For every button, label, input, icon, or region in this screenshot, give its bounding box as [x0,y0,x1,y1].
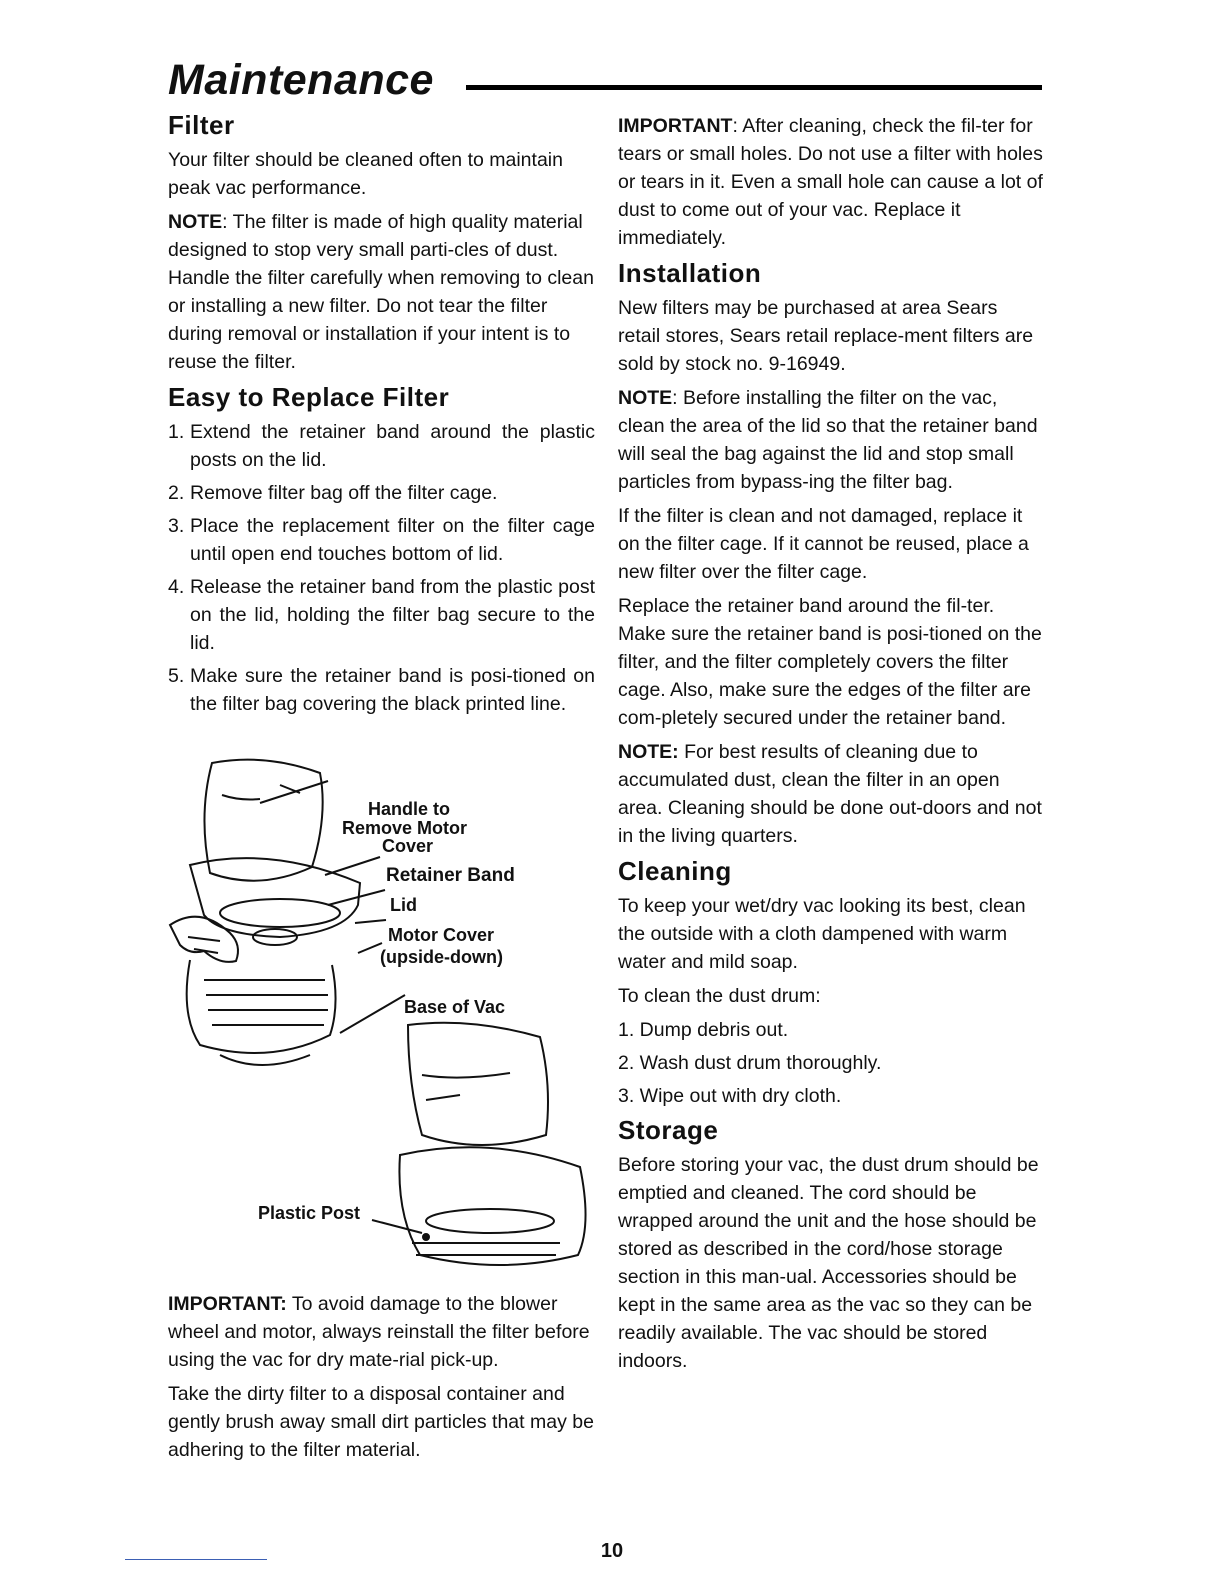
replace-steps [168,418,595,718]
installation-replace-band: Replace the retainer band around the fil-ter. Make sure the retainer band is posi-tioned on the filter, and the filter completely covers the filter cage. Also, make sure the edges of the filter are com-pletely secured under the retainer band. [618,595,1042,729]
vac-base-illustration [187,960,336,1053]
note-label: NOTE [618,387,673,409]
step-text: Remove filter bag off the filter cage. [190,482,498,504]
list-item: 3. Wipe out with dry cloth. [618,1085,842,1107]
lower-filter-illustration [408,1023,548,1145]
step-text: Place the replacement filter on the filter cage until open end touches bottom of lid. [190,515,595,565]
left-column-bottom [168,1290,595,1470]
important-label: IMPORTANT: [168,1293,287,1315]
note-label: NOTE [168,211,223,233]
label-handle-1: Handle to [368,799,451,819]
cleaning-steps [618,1016,1044,1110]
lower-lid-illustration [399,1147,585,1265]
installation-note-2 [618,738,1044,850]
important-text: : After cleaning, check the fil-ter for tears or small holes. Do not use a filter with holes or tears in it. Even a small hole can cause a lot of dust to come out of your vac. Replace it immediately. [618,115,1043,249]
installation-intro: New filters may be purchased at area Sears retail stores, Sears retail replace-ment filters are sold by stock no. 9-16949. [618,297,1034,375]
label-motor-cover-1: Motor Cover [388,925,495,945]
storage-heading: Storage [618,1115,719,1145]
note-text: : Before installing the filter on the vac, clean the area of the lid so that the retainer band will seal the bag against the lid and stop small particles from bypass-ing the filter bag. [618,387,1038,493]
cleaning-intro: To keep your wet/dry vac looking its best, clean the outside with a cloth dampened with warm water and mild soap. [618,895,1026,973]
list-item [168,573,595,657]
installation-reuse: If the filter is clean and not damaged, replace it on the filter cage. If it cannot be reused, place a new filter over the filter cage. [618,505,1029,583]
important-text: To avoid damage to the blower wheel and motor, always reinstall the filter before using the vac for dry mate-rial pick-up. [168,1293,590,1371]
label-retainer-band: Retainer Band [386,865,515,886]
step-number: 5. [168,665,185,687]
list-item [168,418,595,474]
label-handle-3: Cover [382,836,434,856]
filter-bag-illustration [204,760,322,881]
right-column [618,112,1044,1381]
cleaning-heading: Cleaning [618,856,732,886]
important-blower [168,1290,595,1374]
list-item: 2. Wash dust drum thoroughly. [618,1052,882,1074]
filter-heading: Filter [168,110,235,140]
page-number: 10 [600,1540,624,1562]
list-item: 1. Dump debris out. [618,1019,789,1041]
important-check-filter [618,112,1044,252]
label-lid: Lid [390,895,417,915]
note-text: : The filter is made of high quality material designed to stop very small parti-cles of dust. Handle the filter carefully when removing to clean or installing a new filter. Do not tear the filter during removal or installation if your intent is to reuse the filter. [168,211,594,373]
label-handle-2: Remove Motor [342,818,468,838]
cleaning-drum: To clean the dust drum: [618,985,821,1007]
label-plastic-post: Plastic Post [258,1203,361,1223]
dirty-filter-paragraph: Take the dirty filter to a disposal container and gently brush away small dirt particles that may be adhering to the filter material. [168,1383,594,1461]
title-rule [466,85,1042,90]
step-number: 4. [168,576,185,598]
note-text: For best results of cleaning due to accumulated dust, clean the filter in an open area. Cleaning should be done out-doors and not in the living quarters. [618,741,1042,847]
storage-paragraph: Before storing your vac, the dust drum should be emptied and cleaned. The cord should be wrapped around the unit and the hose should be stored as described in the cord/hose storage section in this man-ual. Accessories should be kept in the same area as the vac so they can be readily available. The vac should be stored indoors. [618,1154,1039,1372]
left-column-top [168,110,595,723]
installation-heading: Installation [618,258,762,288]
step-number: 3. [168,515,185,537]
list-item [168,662,595,718]
step-number: 1. [168,421,185,443]
page-title: Maintenance [168,56,434,104]
list-item [168,479,595,507]
label-motor-cover-2: (upside-down) [380,947,503,967]
motor-cover-illustration [190,858,360,937]
label-base-of-vac: Base of Vac [404,997,506,1017]
step-text: Release the retainer band from the plastic post on the lid, holding the filter bag secure to the lid. [190,576,595,654]
installation-note [618,384,1044,496]
filter-intro: Your filter should be cleaned often to maintain peak vac performance. [168,149,563,199]
footer-line [125,1559,267,1560]
easy-replace-heading: Easy to Replace Filter [168,382,450,412]
list-item [168,512,595,568]
step-text: Extend the retainer band around the plastic posts on the lid. [190,421,595,471]
filter-note [168,208,595,376]
step-number: 2. [168,482,185,504]
note-label: NOTE: [618,741,679,763]
step-text: Make sure the retainer band is posi-tioned on the filter bag covering the black printed line. [190,665,595,715]
important-label: IMPORTANT [618,115,733,137]
